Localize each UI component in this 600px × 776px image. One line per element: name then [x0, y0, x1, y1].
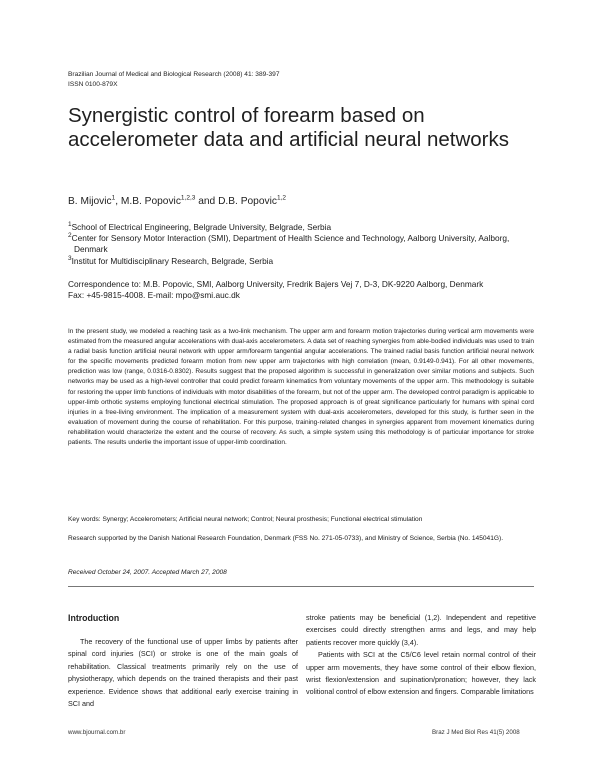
- author-3: D.B. Popovic$^{1,2}$: [218, 194, 286, 207]
- body-column-left: The recovery of the functional use of upper limbs by patients after spinal cord injuries (SCI) or stroke is one of the main goals of rehabilitation. Classical treatments primarily rely on the use of physiotherapy, which depends on the trained therapists and their past experience. Evidence shows that additional early exercise training in SCI and: [68, 637, 298, 709]
- author-list: B. Mijovic$^1$, M.B. Popovic$^{1,2,3}$ and D.B. Popovic$^{1,2}$: [68, 194, 286, 207]
- issn: ISSN 0100-879X: [68, 81, 118, 88]
- footer-citation: Braz J Med Biol Res 41(5) 2008: [432, 729, 520, 736]
- body-column-right: [306, 612, 536, 699]
- author-2: M.B. Popovic$^{1,2,3}$: [120, 194, 196, 207]
- keywords: Key words: Synergy; Accelerometers; Artificial neural network; Control; Neural prosthesis; Functional electrical stimulation: [68, 516, 423, 523]
- affiliation-1: $^1$School of Electrical Engineering, Belgrade University, Belgrade, Serbia: [68, 221, 332, 232]
- funding-note: Research supported by the Danish National Research Foundation, Denmark (FSS No. 271-05-0733), and Ministry of Science, Serbia (No. 145041G).: [68, 535, 504, 542]
- correspondence: [68, 279, 538, 301]
- correspondence-address: Correspondence to: M.B. Popovic, SMI, Aalborg University, Fredrik Bajers Vej 7, D-3, DK-9220 Aalborg, Denmark: [68, 279, 484, 289]
- affiliations: [68, 222, 538, 267]
- footer-website[interactable]: www.bjournal.com.br: [68, 729, 126, 736]
- section-heading: Introduction: [68, 613, 120, 623]
- journal-citation: Brazilian Journal of Medical and Biological Research (2008) 41: 389-397: [68, 71, 280, 78]
- affiliation-3: $^3$Institut for Multidisciplinary Research, Belgrade, Serbia: [68, 254, 274, 266]
- paper-title: Synergistic control of forearm based on accelerometer data and artificial neural networks: [68, 104, 509, 151]
- body-paragraph: stroke patients may be beneficial (1,2). Independent and repetitive exercises could directly strengthen arms and legs, and may help patients recover more quickly (3,4).: [306, 613, 536, 647]
- affiliation-2: $^2$Center for Sensory Motor Interaction (SMI), Department of Health Science and Technology, Aalborg University, Aalborg, Denmark: [68, 232, 510, 255]
- body-paragraph: Patients with SCI at the C5/C6 level retain normal control of their upper arm movements, they have some control of their elbow flexion, wrist flexion/extension and supination/pronation; however, they lack volitional control of elbow extension and fingers. Comparable limitations: [306, 650, 536, 697]
- journal-header: [68, 70, 280, 90]
- received-dates: Received October 24, 2007. Accepted March 27, 2008: [68, 569, 227, 576]
- correspondence-contact: Fax: +45-9815-4008. E-mail: mpo@smi.auc.dk: [68, 290, 240, 301]
- abstract: In the present study, we modeled a reaching task as a two-link mechanism. The upper arm and forearm motion trajectories during vertical arm movements were estimated from the measured angular accelerations with dual-axis accelerometers. A data set of reaching synergies from able-bodied individuals was used to train a radial basis function artificial neural network with upper arm/forearm tangential angular accelerations. The trained radial basis function artificial neural network for the specific movements predicted forearm motion from new upper arm trajectories with high correlation (mean, 0.9149-0.941). For all other movements, prediction was low (range, 0.0316-0.8302). Results suggest that the proposed algorithm is successful in generalization over similar motions and subjects. Such networks may be used as a high-level controller that could predict forearm kinematics from voluntary movements of the upper arm. This methodology is suitable for restoring the upper limb functions of individuals with motor disabilities of the forearm, but not of the upper arm. The developed control paradigm is applicable to upper-limb orthotic systems employing functional electrical stimulation. The proposed approach is of great significance particularly for humans with spinal cord injuries in a free-living environment. The implication of a measurement system with dual-axis accelerometers, developed for this study, is further seen in the evaluation of movement during the course of rehabilitation. For this purpose, training-related changes in synergies apparent from movement kinematics during rehabilitation would characterize the extent and the course of recovery. As such, a simple system using this methodology is of particular importance for stroke patients. The results underlie the important issue of upper-limb coordination.: [68, 328, 534, 447]
- author-1: B. Mijovic$^1$: [68, 194, 116, 207]
- section-divider: [68, 586, 534, 587]
